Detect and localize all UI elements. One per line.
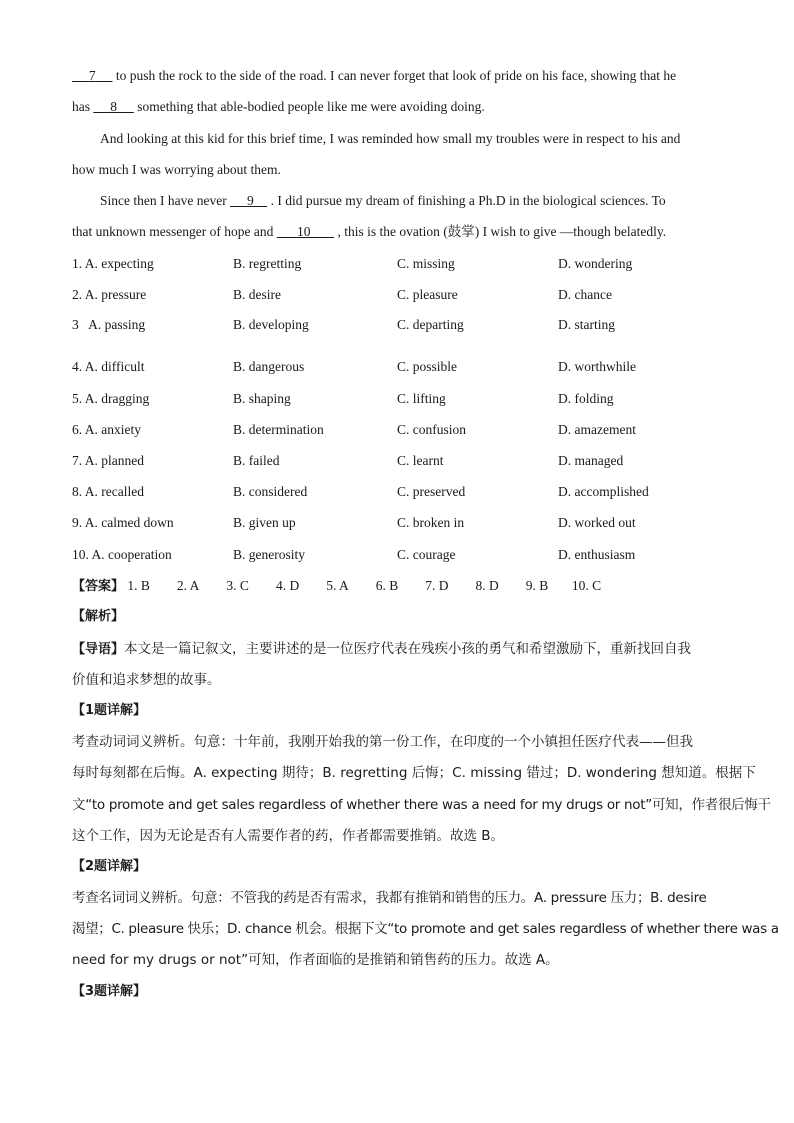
option-b: B. regretting: [233, 256, 302, 271]
answer-item: 9. B: [525, 578, 549, 593]
passage-line-4: how much I was worrying about them.: [72, 162, 281, 177]
passage-line-1: 7 to push the rock to the side of the road. I can never forget that look of pride on his face, showing that he: [72, 67, 676, 85]
answer-label: 【答案】: [72, 579, 125, 594]
answer-item: 6. B: [375, 578, 399, 593]
option-a: 1. A. expecting: [72, 256, 154, 271]
option-b: B. shaping: [233, 391, 291, 406]
option-a: 4. A. difficult: [72, 359, 145, 374]
option-c: C. departing: [397, 317, 464, 332]
option-d: D. folding: [558, 391, 614, 406]
option-b: B. given up: [233, 515, 296, 530]
q1-detail-line: 这个工作，因为无论是否有人需要作者的药，作者都需要推销。故选 B。: [72, 828, 505, 844]
guide-paragraph-line-2: 价值和追求梦想的故事。: [72, 672, 221, 688]
option-c: C. confusion: [397, 422, 466, 437]
option-d: D. amazement: [558, 422, 636, 437]
option-d: D. accomplished: [558, 484, 649, 499]
option-b: B. dangerous: [233, 359, 305, 374]
answer-item: 5. A: [326, 578, 349, 593]
answer-item: 3. C: [226, 578, 249, 593]
q2-detail-line: 考查名词词义辨析。句意：不管我的药是否有需求，我都有推销和销售的压力。A. pressure 压力；B. desire: [72, 890, 707, 906]
option-c: C. broken in: [397, 515, 465, 530]
passage-line-6: that unknown messenger of hope and 10 , this is the ovation (鼓掌) I wish to give —though belatedly.: [72, 224, 667, 239]
blank-10: 10: [296, 224, 311, 239]
q1-detail-line: 每时每刻都在后悔。A. expecting 期待；B. regretting 后悔；C. missing 错过；D. wondering 想知道。根据下: [72, 765, 756, 781]
passage-line-3: And looking at this kid for this brief time, I was reminded how small my troubles were in respect to his and: [100, 131, 681, 146]
q2-detail-line: need for my drugs or not”可知，作者面临的是推销和销售药的压力。故选 A。: [72, 952, 559, 968]
option-c: C. possible: [397, 359, 458, 374]
blank-9: 9: [246, 193, 254, 208]
option-a: 10. A. cooperation: [72, 547, 172, 562]
option-a: 9. A. calmed down: [72, 515, 174, 530]
guide-label: 【导语】: [72, 642, 125, 657]
guide-paragraph-line-1: 【导语】本文是一篇记叙文，主要讲述的是一位医疗代表在残疾小孩的勇气和希望激励下，重新找回自我: [72, 641, 692, 657]
answer-item: 10. C: [571, 578, 602, 593]
option-d: D. managed: [558, 453, 624, 468]
q1-detail-line: 文“to promote and get sales regardless of whether there was a need for my drugs or not”可知，作者很后悔干: [72, 797, 771, 813]
option-c: C. preserved: [397, 484, 466, 499]
option-d: D. wondering: [558, 256, 633, 271]
option-a: 2. A. pressure: [72, 287, 147, 302]
option-b: B. considered: [233, 484, 308, 499]
option-d: D. enthusiasm: [558, 547, 636, 562]
option-c: C. pleasure: [397, 287, 458, 302]
q2-detail-heading: 【2题详解】: [72, 859, 147, 874]
q1-detail-line: 考查动词词义辨析。句意：十年前，我刚开始我的第一份工作，在印度的一个小镇担任医疗代表——但我: [72, 734, 693, 750]
blank-8: 8: [110, 99, 117, 114]
passage-line-5: Since then I have never 9 . I did pursue my dream of finishing a Ph.D in the biological sciences. To: [100, 193, 666, 208]
answer-item: 7. D: [425, 578, 449, 593]
option-b: B. desire: [233, 287, 281, 302]
option-c: C. lifting: [397, 391, 446, 406]
option-a: 3 A. passing: [72, 317, 146, 332]
passage-line-2: has 8 something that able-bodied people like me were avoiding doing.: [72, 99, 485, 114]
option-b: B. developing: [233, 317, 309, 332]
answer-item: 4. D: [275, 578, 300, 593]
option-a: 5. A. dragging: [72, 391, 150, 406]
q3-detail-heading: 【3题详解】: [72, 984, 147, 999]
option-c: C. learnt: [397, 453, 444, 468]
option-d: D. worked out: [558, 515, 636, 530]
answer-line: [72, 577, 601, 596]
option-b: B. determination: [233, 422, 324, 437]
option-b: B. failed: [233, 453, 280, 468]
option-c: C. missing: [397, 256, 455, 271]
blank-7: 7: [88, 68, 96, 83]
answer-item: 1. B: [127, 578, 150, 593]
option-b: B. generosity: [233, 547, 305, 562]
option-d: D. starting: [558, 317, 615, 332]
option-d: D. chance: [558, 287, 612, 302]
analysis-heading: 【解析】: [72, 609, 125, 624]
option-c: C. courage: [397, 547, 456, 562]
option-d: D. worthwhile: [558, 359, 636, 374]
q1-detail-heading: 【1题详解】: [72, 703, 147, 718]
option-a: 8. A. recalled: [72, 484, 144, 499]
option-a: 6. A. anxiety: [72, 422, 142, 437]
q2-detail-line: 渴望；C. pleasure 快乐；D. chance 机会。根据下文“to promote and get sales regardless of whether there was a: [72, 921, 779, 937]
answer-item: 2. A: [176, 578, 200, 593]
option-a: 7. A. planned: [72, 453, 145, 468]
answer-item: 8. D: [475, 578, 499, 593]
